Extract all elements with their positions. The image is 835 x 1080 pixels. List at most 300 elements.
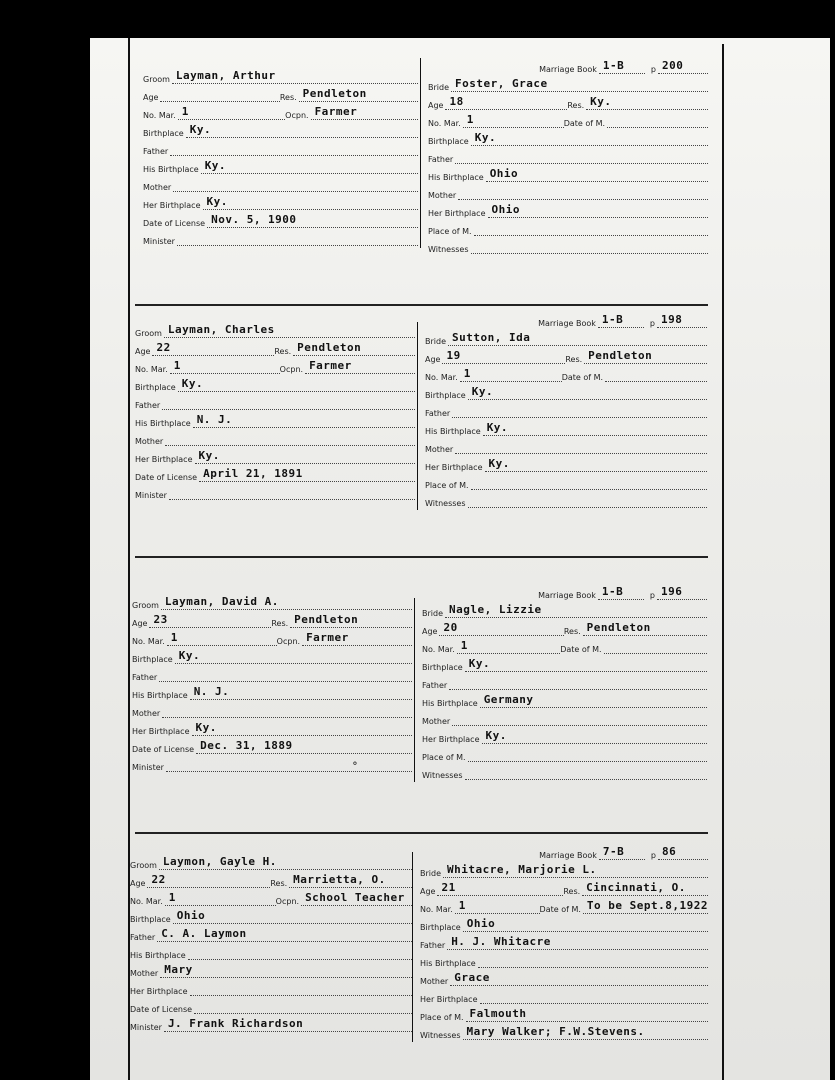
record-center-divider [414, 598, 415, 782]
groom-column [143, 66, 418, 246]
groom-her-birthplace-label: Her Birthplace [135, 455, 193, 464]
bride-father-row [420, 932, 708, 950]
groom-his-birthplace-row [132, 682, 412, 700]
groom-res-label: Res. [270, 879, 288, 888]
groom-name-row [143, 66, 418, 84]
groom-minister-value [166, 757, 412, 772]
groom-res-label: Res. [274, 347, 292, 356]
groom-date-of-license-value: Nov. 5, 1900 [207, 213, 418, 228]
groom-mother-value [162, 703, 412, 718]
bride-place-of-m-label: Place of M. [422, 753, 466, 762]
bride-witnesses-row [422, 762, 707, 780]
groom-ocpn-label: Ocpn. [279, 365, 304, 374]
bride-date-of-m-value [604, 639, 707, 654]
groom-res-value: Pendleton [293, 341, 415, 356]
groom-her-birthplace-label: Her Birthplace [132, 727, 190, 736]
bride-res-value: Pendleton [583, 621, 707, 636]
bride-no-mar-row [428, 110, 708, 128]
bride-res-value: Pendleton [584, 349, 707, 364]
bride-res-value: Ky. [586, 95, 708, 110]
groom-birthplace-label: Birthplace [143, 129, 184, 138]
bride-place-of-m-row [428, 218, 708, 236]
bride-age-value: 18 [445, 95, 567, 110]
groom-minister-value: J. Frank Richardson [164, 1017, 412, 1032]
page-label: p [650, 851, 656, 860]
bride-birthplace-label: Birthplace [422, 663, 463, 672]
groom-no-mar-row [132, 628, 412, 646]
bride-place-of-m-label: Place of M. [420, 1013, 464, 1022]
page-label: p [649, 591, 655, 600]
groom-age-row [132, 610, 412, 628]
groom-minister-row [132, 754, 412, 772]
groom-her-birthplace-value [190, 981, 413, 996]
bride-his-birthplace-label: His Birthplace [420, 959, 476, 968]
page-label: p [649, 319, 655, 328]
groom-her-birthplace-label: Her Birthplace [130, 987, 188, 996]
groom-ocpn-value: Farmer [311, 105, 418, 120]
marriage-book-value: 1-B [599, 59, 645, 74]
groom-birthplace-value: Ky. [186, 123, 418, 138]
bride-his-birthplace-row [420, 950, 708, 968]
record-separator [135, 556, 708, 558]
page-value: 200 [658, 59, 708, 74]
bride-birthplace-value: Ky. [471, 131, 708, 146]
groom-name-row [130, 852, 412, 870]
bride-her-birthplace-row [420, 986, 708, 1004]
groom-minister-value [169, 485, 415, 500]
groom-name-row [132, 592, 412, 610]
bride-bride-label: Bride [428, 83, 449, 92]
groom-age-label: Age [143, 93, 159, 102]
bride-no-mar-value: 1 [455, 899, 540, 914]
groom-minister-label: Minister [143, 237, 175, 246]
bride-birthplace-value: Ohio [463, 917, 708, 932]
bride-name-value: Whitacre, Marjorie L. [443, 863, 708, 878]
groom-minister-row [135, 482, 415, 500]
bride-place-of-m-row [420, 1004, 708, 1022]
groom-birthplace-row [132, 646, 412, 664]
groom-father-value [162, 395, 415, 410]
bride-date-of-m-label: Date of M. [563, 119, 606, 128]
marriage-book-row [422, 582, 707, 600]
right-margin-line [722, 44, 724, 1080]
bride-her-birthplace-row [428, 200, 708, 218]
groom-age-value: 23 [149, 613, 271, 628]
record-center-divider [417, 322, 418, 510]
groom-no-mar-value: 1 [165, 891, 276, 906]
groom-date-of-license-row [143, 210, 418, 228]
groom-father-row [143, 138, 418, 156]
groom-birthplace-row [143, 120, 418, 138]
bride-his-birthplace-row [425, 418, 707, 436]
bride-date-of-m-label: Date of M. [561, 373, 604, 382]
bride-mother-value [452, 711, 707, 726]
bride-place-of-m-label: Place of M. [428, 227, 472, 236]
groom-res-value: Pendleton [299, 87, 418, 102]
groom-res-value: Marrietta, O. [289, 873, 412, 888]
groom-mother-row [135, 428, 415, 446]
bride-no-mar-label: No. Mar. [428, 119, 461, 128]
groom-age-label: Age [132, 619, 148, 628]
page-value: 86 [658, 845, 708, 860]
groom-his-birthplace-value: N. J. [190, 685, 412, 700]
groom-date-of-license-label: Date of License [143, 219, 206, 228]
bride-res-label: Res. [563, 627, 581, 636]
groom-res-label: Res. [271, 619, 289, 628]
record-separator [135, 304, 708, 306]
bride-father-row [428, 146, 708, 164]
groom-age-row [143, 84, 418, 102]
groom-birthplace-row [130, 906, 412, 924]
bride-name-value: Nagle, Lizzie [445, 603, 707, 618]
groom-age-value: 22 [152, 341, 274, 356]
groom-birthplace-value: Ohio [173, 909, 412, 924]
bride-name-row [422, 600, 707, 618]
groom-her-birthplace-value: Ky. [192, 721, 413, 736]
bride-her-birthplace-row [422, 726, 707, 744]
bride-age-value: 21 [437, 881, 563, 896]
record-center-divider [412, 852, 413, 1042]
bride-her-birthplace-value: Ky. [485, 457, 708, 472]
bride-her-birthplace-label: Her Birthplace [420, 995, 478, 1004]
groom-date-of-license-label: Date of License [130, 1005, 193, 1014]
bride-her-birthplace-label: Her Birthplace [428, 209, 486, 218]
groom-father-label: Father [132, 673, 158, 682]
groom-date-of-license-label: Date of License [135, 473, 198, 482]
groom-his-birthplace-label: His Birthplace [135, 419, 191, 428]
page-label: p [650, 65, 656, 74]
groom-mother-row [143, 174, 418, 192]
groom-column [132, 592, 412, 772]
groom-ocpn-label: Ocpn. [275, 897, 300, 906]
bride-column [428, 56, 708, 254]
bride-age-row [422, 618, 707, 636]
bride-place-of-m-value: Falmouth [466, 1007, 708, 1022]
groom-his-birthplace-row [135, 410, 415, 428]
groom-his-birthplace-row [143, 156, 418, 174]
bride-age-row [425, 346, 707, 364]
bride-column [425, 310, 707, 508]
groom-father-row [132, 664, 412, 682]
groom-his-birthplace-label: His Birthplace [132, 691, 188, 700]
bride-birthplace-row [425, 382, 707, 400]
record-center-divider [420, 58, 421, 248]
bride-birthplace-value: Ky. [465, 657, 707, 672]
groom-mother-label: Mother [130, 969, 159, 978]
groom-ocpn-label: Ocpn. [285, 111, 309, 120]
groom-groom-label: Groom [143, 75, 170, 84]
bride-her-birthplace-value: Ohio [488, 203, 709, 218]
marriage-book-label: Marriage Book [539, 65, 597, 74]
groom-father-value [170, 141, 418, 156]
marriage-book-row [425, 310, 707, 328]
bride-res-label: Res. [565, 355, 583, 364]
bride-father-label: Father [425, 409, 451, 418]
bride-no-mar-value: 1 [457, 639, 560, 654]
bride-date-of-m-value [607, 113, 708, 128]
bride-column [422, 582, 707, 780]
groom-name-value: Layman, David A. [161, 595, 412, 610]
groom-father-value [159, 667, 412, 682]
groom-column [135, 320, 415, 500]
bride-res-value: Cincinnati, O. [582, 881, 708, 896]
bride-father-value [452, 403, 707, 418]
marriage-book-value: 1-B [598, 585, 644, 600]
groom-name-value: Laymon, Gayle H. [159, 855, 412, 870]
bride-mother-value [458, 185, 708, 200]
groom-age-label: Age [130, 879, 146, 888]
marriage-book-row [420, 842, 708, 860]
bride-witnesses-value: Mary Walker; F.W.Stevens. [463, 1025, 708, 1040]
bride-no-mar-row [425, 364, 707, 382]
bride-mother-value [455, 439, 707, 454]
groom-father-label: Father [143, 147, 169, 156]
bride-name-value: Foster, Grace [451, 77, 708, 92]
bride-bride-label: Bride [422, 609, 443, 618]
groom-his-birthplace-label: His Birthplace [143, 165, 199, 174]
groom-groom-label: Groom [130, 861, 157, 870]
bride-witnesses-label: Witnesses [422, 771, 463, 780]
bride-column [420, 842, 708, 1040]
bride-mother-label: Mother [425, 445, 454, 454]
bride-mother-row [428, 182, 708, 200]
marriage-book-label: Marriage Book [539, 851, 597, 860]
bride-place-of-m-row [422, 744, 707, 762]
bride-place-of-m-row [425, 472, 707, 490]
bride-his-birthplace-value: Ky. [483, 421, 707, 436]
bride-her-birthplace-row [425, 454, 707, 472]
bride-his-birthplace-label: His Birthplace [428, 173, 484, 182]
groom-date-of-license-value: April 21, 1891 [199, 467, 415, 482]
bride-witnesses-label: Witnesses [428, 245, 469, 254]
groom-date-of-license-value: Dec. 31, 1889 [196, 739, 412, 754]
groom-age-row [130, 870, 412, 888]
bride-res-label: Res. [563, 887, 581, 896]
groom-his-birthplace-value: Ky. [201, 159, 418, 174]
groom-column [130, 852, 412, 1032]
groom-date-of-license-row [135, 464, 415, 482]
bride-name-row [420, 860, 708, 878]
bride-birthplace-label: Birthplace [420, 923, 461, 932]
bride-no-mar-value: 1 [463, 113, 564, 128]
bride-age-row [428, 92, 708, 110]
groom-birthplace-row [135, 374, 415, 392]
groom-name-row [135, 320, 415, 338]
groom-minister-row [130, 1014, 412, 1032]
groom-birthplace-value: Ky. [175, 649, 412, 664]
bride-witnesses-row [428, 236, 708, 254]
marriage-book-value: 1-B [598, 313, 644, 328]
page-value: 196 [657, 585, 707, 600]
groom-father-label: Father [130, 933, 156, 942]
bride-his-birthplace-row [428, 164, 708, 182]
groom-his-birthplace-row [130, 942, 412, 960]
groom-minister-label: Minister [132, 763, 164, 772]
bride-place-of-m-value [471, 475, 707, 490]
groom-father-row [135, 392, 415, 410]
groom-res-value: Pendleton [290, 613, 412, 628]
groom-no-mar-row [135, 356, 415, 374]
pen-scratch-mark: ∘ [352, 756, 358, 770]
groom-no-mar-row [130, 888, 412, 906]
bride-age-row [420, 878, 708, 896]
groom-mother-label: Mother [135, 437, 164, 446]
groom-his-birthplace-value: N. J. [193, 413, 415, 428]
bride-age-label: Age [420, 887, 436, 896]
bride-witnesses-value [465, 765, 707, 780]
groom-mother-row [132, 700, 412, 718]
bride-no-mar-label: No. Mar. [422, 645, 455, 654]
bride-father-value [449, 675, 707, 690]
bride-age-value: 19 [442, 349, 565, 364]
groom-birthplace-label: Birthplace [135, 383, 176, 392]
groom-mother-value: Mary [160, 963, 412, 978]
record-separator [135, 832, 708, 834]
bride-birthplace-label: Birthplace [425, 391, 466, 400]
bride-place-of-m-label: Place of M. [425, 481, 469, 490]
bride-mother-label: Mother [422, 717, 451, 726]
groom-groom-label: Groom [135, 329, 162, 338]
bride-no-mar-label: No. Mar. [420, 905, 453, 914]
bride-father-value: H. J. Whitacre [447, 935, 708, 950]
bride-his-birthplace-label: His Birthplace [425, 427, 481, 436]
groom-ocpn-label: Ocpn. [276, 637, 301, 646]
bride-father-label: Father [420, 941, 446, 950]
groom-mother-label: Mother [132, 709, 161, 718]
bride-mother-label: Mother [420, 977, 449, 986]
bride-no-mar-label: No. Mar. [425, 373, 458, 382]
groom-birthplace-label: Birthplace [130, 915, 171, 924]
groom-res-label: Res. [279, 93, 297, 102]
groom-father-label: Father [135, 401, 161, 410]
bride-age-label: Age [422, 627, 438, 636]
groom-date-of-license-row [132, 736, 412, 754]
groom-date-of-license-label: Date of License [132, 745, 195, 754]
bride-his-birthplace-row [422, 690, 707, 708]
groom-no-mar-value: 1 [170, 359, 280, 374]
marriage-book-value: 7-B [599, 845, 645, 860]
bride-father-value [455, 149, 708, 164]
bride-age-label: Age [428, 101, 444, 110]
bride-name-row [428, 74, 708, 92]
bride-her-birthplace-label: Her Birthplace [425, 463, 483, 472]
groom-his-birthplace-label: His Birthplace [130, 951, 186, 960]
groom-her-birthplace-value: Ky. [203, 195, 419, 210]
bride-place-of-m-value [468, 747, 707, 762]
groom-father-value: C. A. Laymon [157, 927, 412, 942]
groom-date-of-license-value [194, 999, 412, 1014]
bride-birthplace-row [428, 128, 708, 146]
groom-her-birthplace-row [135, 446, 415, 464]
groom-date-of-license-row [130, 996, 412, 1014]
bride-witnesses-label: Witnesses [425, 499, 466, 508]
page-value: 198 [657, 313, 707, 328]
groom-name-value: Layman, Charles [164, 323, 415, 338]
groom-ocpn-value: School Teacher [301, 891, 412, 906]
bride-his-birthplace-value: Germany [480, 693, 707, 708]
groom-her-birthplace-row [130, 978, 412, 996]
bride-father-label: Father [428, 155, 454, 164]
bride-place-of-m-value [474, 221, 708, 236]
marriage-book-label: Marriage Book [538, 591, 596, 600]
groom-minister-label: Minister [130, 1023, 162, 1032]
groom-age-value [160, 87, 279, 102]
bride-name-row [425, 328, 707, 346]
bride-birthplace-label: Birthplace [428, 137, 469, 146]
marriage-book-label: Marriage Book [538, 319, 596, 328]
bride-father-label: Father [422, 681, 448, 690]
groom-birthplace-value: Ky. [178, 377, 415, 392]
groom-name-value: Layman, Arthur [172, 69, 418, 84]
groom-minister-row [143, 228, 418, 246]
bride-birthplace-row [422, 654, 707, 672]
groom-no-mar-label: No. Mar. [132, 637, 165, 646]
groom-her-birthplace-value: Ky. [195, 449, 416, 464]
groom-no-mar-value: 1 [167, 631, 277, 646]
groom-her-birthplace-row [132, 718, 412, 736]
bride-birthplace-row [420, 914, 708, 932]
bride-date-of-m-value: To be Sept.8,1922 [583, 899, 708, 914]
groom-ocpn-value: Farmer [302, 631, 412, 646]
groom-no-mar-value: 1 [178, 105, 285, 120]
bride-age-label: Age [425, 355, 441, 364]
bride-his-birthplace-label: His Birthplace [422, 699, 478, 708]
bride-res-label: Res. [567, 101, 585, 110]
bride-witnesses-label: Witnesses [420, 1031, 461, 1040]
bride-mother-row [422, 708, 707, 726]
bride-witnesses-value [471, 239, 708, 254]
groom-mother-value [173, 177, 418, 192]
bride-mother-value: Grace [450, 971, 708, 986]
bride-date-of-m-value [605, 367, 707, 382]
groom-mother-row [130, 960, 412, 978]
bride-mother-label: Mother [428, 191, 457, 200]
groom-groom-label: Groom [132, 601, 159, 610]
bride-no-mar-row [420, 896, 708, 914]
bride-age-value: 20 [439, 621, 563, 636]
bride-witnesses-row [425, 490, 707, 508]
bride-mother-row [425, 436, 707, 454]
bride-birthplace-value: Ky. [468, 385, 707, 400]
bride-witnesses-row [420, 1022, 708, 1040]
groom-age-row [135, 338, 415, 356]
groom-no-mar-row [143, 102, 418, 120]
bride-date-of-m-label: Date of M. [539, 905, 581, 914]
bride-father-row [425, 400, 707, 418]
bride-bride-label: Bride [425, 337, 446, 346]
groom-minister-value [177, 231, 418, 246]
groom-mother-label: Mother [143, 183, 172, 192]
groom-minister-label: Minister [135, 491, 167, 500]
groom-no-mar-label: No. Mar. [135, 365, 168, 374]
groom-her-birthplace-row [143, 192, 418, 210]
bride-her-birthplace-label: Her Birthplace [422, 735, 480, 744]
groom-her-birthplace-label: Her Birthplace [143, 201, 201, 210]
groom-age-value: 22 [147, 873, 270, 888]
bride-bride-label: Bride [420, 869, 441, 878]
bride-father-row [422, 672, 707, 690]
groom-ocpn-value: Farmer [305, 359, 415, 374]
bride-no-mar-row [422, 636, 707, 654]
bride-his-birthplace-value [478, 953, 708, 968]
bride-her-birthplace-value: Ky. [482, 729, 708, 744]
groom-birthplace-label: Birthplace [132, 655, 173, 664]
bride-his-birthplace-value: Ohio [486, 167, 708, 182]
groom-mother-value [165, 431, 415, 446]
bride-no-mar-value: 1 [460, 367, 562, 382]
groom-no-mar-label: No. Mar. [143, 111, 176, 120]
groom-father-row [130, 924, 412, 942]
